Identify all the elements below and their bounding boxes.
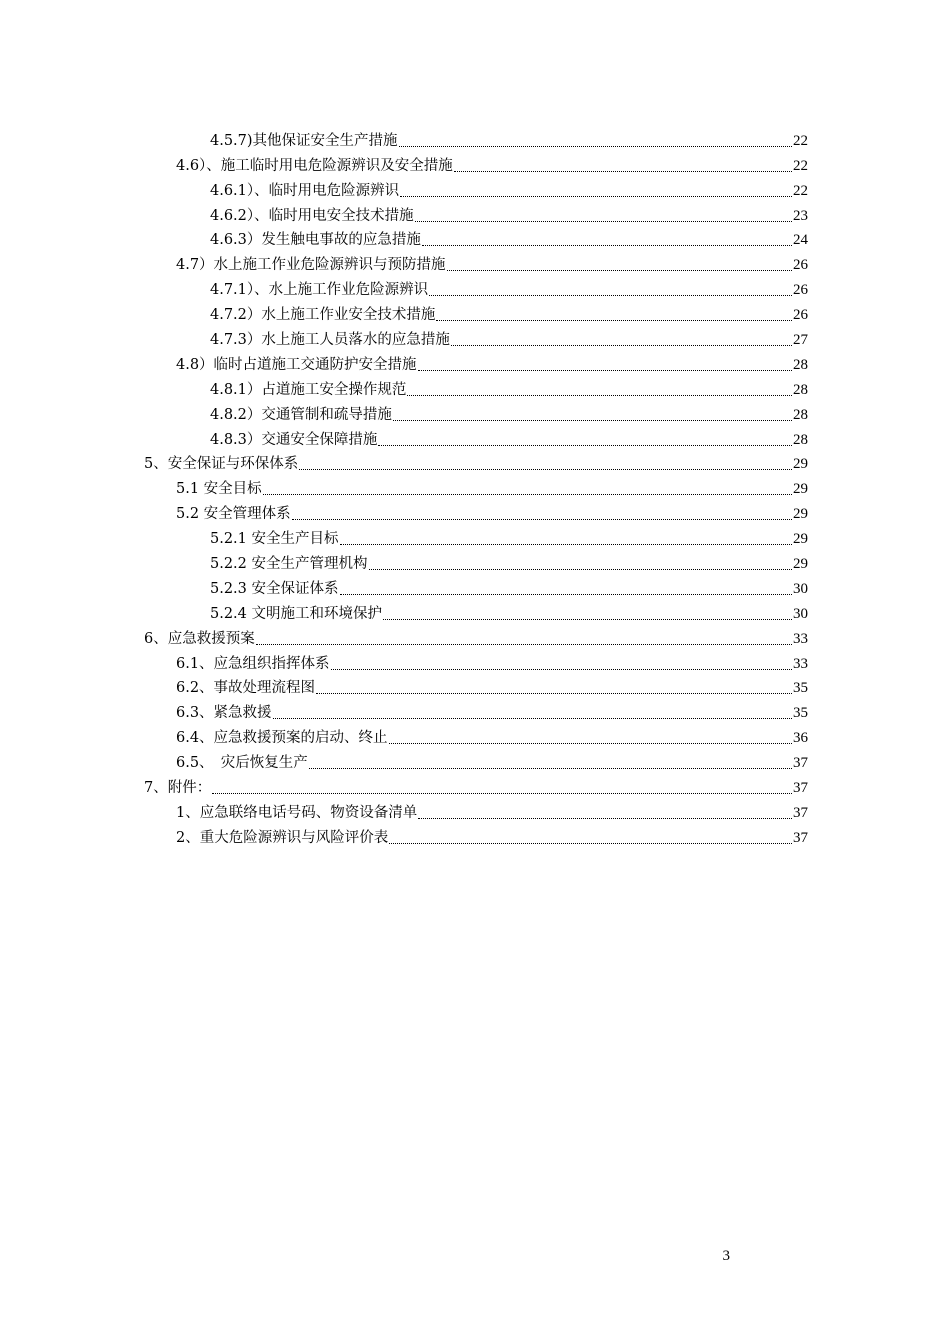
toc-entry-page: 26 bbox=[793, 257, 808, 274]
toc-dot-leader bbox=[263, 494, 792, 495]
toc-entry[interactable] bbox=[144, 624, 808, 649]
toc-dot-leader bbox=[418, 818, 792, 819]
toc-entry-label: 4.7）水上施工作业危险源辨识与预防措施 bbox=[176, 257, 446, 274]
toc-entry[interactable] bbox=[144, 250, 808, 275]
toc-entry-label: 4.8.3）交通安全保障措施 bbox=[210, 431, 378, 448]
toc-entry-label: 4.7.3）水上施工人员落水的应急措施 bbox=[210, 332, 450, 349]
toc-entry-page: 28 bbox=[793, 406, 808, 423]
toc-entry-label: 5.2.3 安全保证体系 bbox=[210, 580, 339, 597]
toc-entry-label: 5.2.4 文明施工和环境保护 bbox=[210, 605, 383, 622]
toc-entry[interactable] bbox=[144, 798, 808, 823]
toc-entry-page: 28 bbox=[793, 356, 808, 373]
toc-entry-label: 6.1、应急组织指挥体系 bbox=[176, 655, 330, 672]
toc-entry-label: 6.5、 灾后恢复生产 bbox=[176, 755, 308, 772]
toc-entry[interactable] bbox=[144, 499, 808, 524]
toc-entry-label: 4.8）临时占道施工交通防护安全措施 bbox=[176, 356, 417, 373]
toc-entry[interactable] bbox=[144, 674, 808, 699]
toc-entry-label: 6、应急救援预案 bbox=[144, 630, 255, 647]
toc-entry[interactable] bbox=[144, 226, 808, 251]
toc-entry-label: 5、安全保证与环保体系 bbox=[144, 456, 299, 473]
toc-dot-leader bbox=[415, 221, 792, 222]
toc-entry[interactable] bbox=[144, 823, 808, 848]
toc-entry[interactable] bbox=[144, 474, 808, 499]
toc-entry[interactable] bbox=[144, 649, 808, 674]
toc-entry-label: 5.2.2 安全生产管理机构 bbox=[210, 556, 368, 573]
toc-entry-page: 26 bbox=[793, 282, 808, 299]
toc-dot-leader bbox=[378, 445, 792, 446]
toc-entry-page: 35 bbox=[793, 705, 808, 722]
toc-entry-page: 30 bbox=[793, 580, 808, 597]
toc-entry-page: 22 bbox=[793, 157, 808, 174]
toc-dot-leader bbox=[389, 843, 792, 844]
toc-entry-page: 35 bbox=[793, 680, 808, 697]
toc-entry-label: 4.6.3）发生触电事故的应急措施 bbox=[210, 232, 421, 249]
toc-entry-label: 6.4、应急救援预案的启动、终止 bbox=[176, 730, 388, 747]
toc-dot-leader bbox=[400, 196, 792, 197]
table-of-contents bbox=[144, 126, 808, 848]
toc-entry[interactable] bbox=[144, 574, 808, 599]
toc-dot-leader bbox=[451, 345, 792, 346]
toc-entry-label: 1、应急联络电话号码、物资设备清单 bbox=[176, 804, 418, 821]
toc-entry-label: 4.6.1）、临时用电危险源辨识 bbox=[210, 182, 400, 199]
toc-dot-leader bbox=[383, 619, 792, 620]
toc-entry-page: 33 bbox=[793, 655, 808, 672]
toc-dot-leader bbox=[429, 295, 792, 296]
toc-entry-page: 36 bbox=[793, 730, 808, 747]
toc-entry-page: 28 bbox=[793, 431, 808, 448]
toc-entry-label: 2、重大危险源辨识与风险评价表 bbox=[176, 829, 389, 846]
toc-entry-label: 4.7.1）、水上施工作业危险源辨识 bbox=[210, 282, 429, 299]
toc-entry-label: 4.5.7)其他保证安全生产措施 bbox=[210, 132, 398, 149]
toc-entry[interactable] bbox=[144, 773, 808, 798]
toc-entry[interactable] bbox=[144, 450, 808, 475]
toc-entry-label: 4.8.1）占道施工安全操作规范 bbox=[210, 381, 407, 398]
toc-entry-page: 37 bbox=[793, 780, 808, 797]
toc-entry[interactable] bbox=[144, 425, 808, 450]
toc-entry-page: 29 bbox=[793, 531, 808, 548]
toc-dot-leader bbox=[292, 519, 792, 520]
toc-dot-leader bbox=[407, 395, 792, 396]
toc-entry-page: 29 bbox=[793, 506, 808, 523]
toc-entry[interactable] bbox=[144, 375, 808, 400]
toc-entry[interactable] bbox=[144, 201, 808, 226]
toc-dot-leader bbox=[256, 644, 792, 645]
toc-entry-label: 5.1 安全目标 bbox=[176, 481, 262, 498]
toc-dot-leader bbox=[309, 768, 792, 769]
toc-dot-leader bbox=[389, 743, 792, 744]
toc-entry-page: 37 bbox=[793, 829, 808, 846]
toc-entry[interactable] bbox=[144, 748, 808, 773]
toc-entry[interactable] bbox=[144, 723, 808, 748]
toc-entry-label: 4.6）、施工临时用电危险源辨识及安全措施 bbox=[176, 157, 453, 174]
page-number: 3 bbox=[722, 1248, 730, 1264]
toc-dot-leader bbox=[273, 718, 792, 719]
toc-dot-leader bbox=[418, 370, 792, 371]
toc-entry-page: 22 bbox=[793, 182, 808, 199]
toc-entry[interactable] bbox=[144, 549, 808, 574]
toc-entry-page: 22 bbox=[793, 132, 808, 149]
toc-dot-leader bbox=[299, 469, 792, 470]
toc-entry-page: 29 bbox=[793, 456, 808, 473]
toc-entry-page: 30 bbox=[793, 605, 808, 622]
toc-dot-leader bbox=[454, 171, 792, 172]
toc-entry[interactable] bbox=[144, 350, 808, 375]
toc-entry-label: 4.6.2）、临时用电安全技术措施 bbox=[210, 207, 414, 224]
toc-entry-label: 7、附件： bbox=[144, 780, 212, 797]
toc-entry[interactable] bbox=[144, 300, 808, 325]
toc-entry-page: 37 bbox=[793, 755, 808, 772]
toc-dot-leader bbox=[340, 544, 792, 545]
toc-entry-page: 24 bbox=[793, 232, 808, 249]
toc-entry-label: 6.3、紧急救援 bbox=[176, 705, 272, 722]
toc-entry-page: 28 bbox=[793, 381, 808, 398]
toc-entry[interactable] bbox=[144, 524, 808, 549]
toc-entry[interactable] bbox=[144, 325, 808, 350]
toc-entry[interactable] bbox=[144, 599, 808, 624]
toc-entry[interactable] bbox=[144, 400, 808, 425]
toc-entry[interactable] bbox=[144, 176, 808, 201]
toc-dot-leader bbox=[369, 569, 792, 570]
toc-dot-leader bbox=[399, 146, 792, 147]
toc-entry-page: 26 bbox=[793, 307, 808, 324]
toc-dot-leader bbox=[212, 793, 792, 794]
toc-entry[interactable] bbox=[144, 126, 808, 151]
toc-dot-leader bbox=[447, 270, 792, 271]
toc-dot-leader bbox=[436, 320, 792, 321]
toc-dot-leader bbox=[422, 245, 792, 246]
toc-dot-leader bbox=[331, 669, 792, 670]
toc-entry-page: 27 bbox=[793, 332, 808, 349]
toc-dot-leader bbox=[393, 420, 792, 421]
toc-entry-label: 5.2.1 安全生产目标 bbox=[210, 531, 339, 548]
toc-entry-page: 29 bbox=[793, 481, 808, 498]
toc-entry[interactable] bbox=[144, 151, 808, 176]
toc-entry-page: 29 bbox=[793, 556, 808, 573]
toc-entry[interactable] bbox=[144, 275, 808, 300]
toc-entry-page: 37 bbox=[793, 804, 808, 821]
toc-entry[interactable] bbox=[144, 698, 808, 723]
toc-entry-page: 33 bbox=[793, 630, 808, 647]
toc-entry-label: 4.8.2）交通管制和疏导措施 bbox=[210, 406, 392, 423]
toc-entry-label: 6.2、事故处理流程图 bbox=[176, 680, 316, 697]
toc-entry-label: 5.2 安全管理体系 bbox=[176, 506, 291, 523]
toc-dot-leader bbox=[340, 594, 792, 595]
toc-entry-label: 4.7.2）水上施工作业安全技术措施 bbox=[210, 307, 436, 324]
toc-entry-page: 23 bbox=[793, 207, 808, 224]
toc-dot-leader bbox=[316, 693, 792, 694]
